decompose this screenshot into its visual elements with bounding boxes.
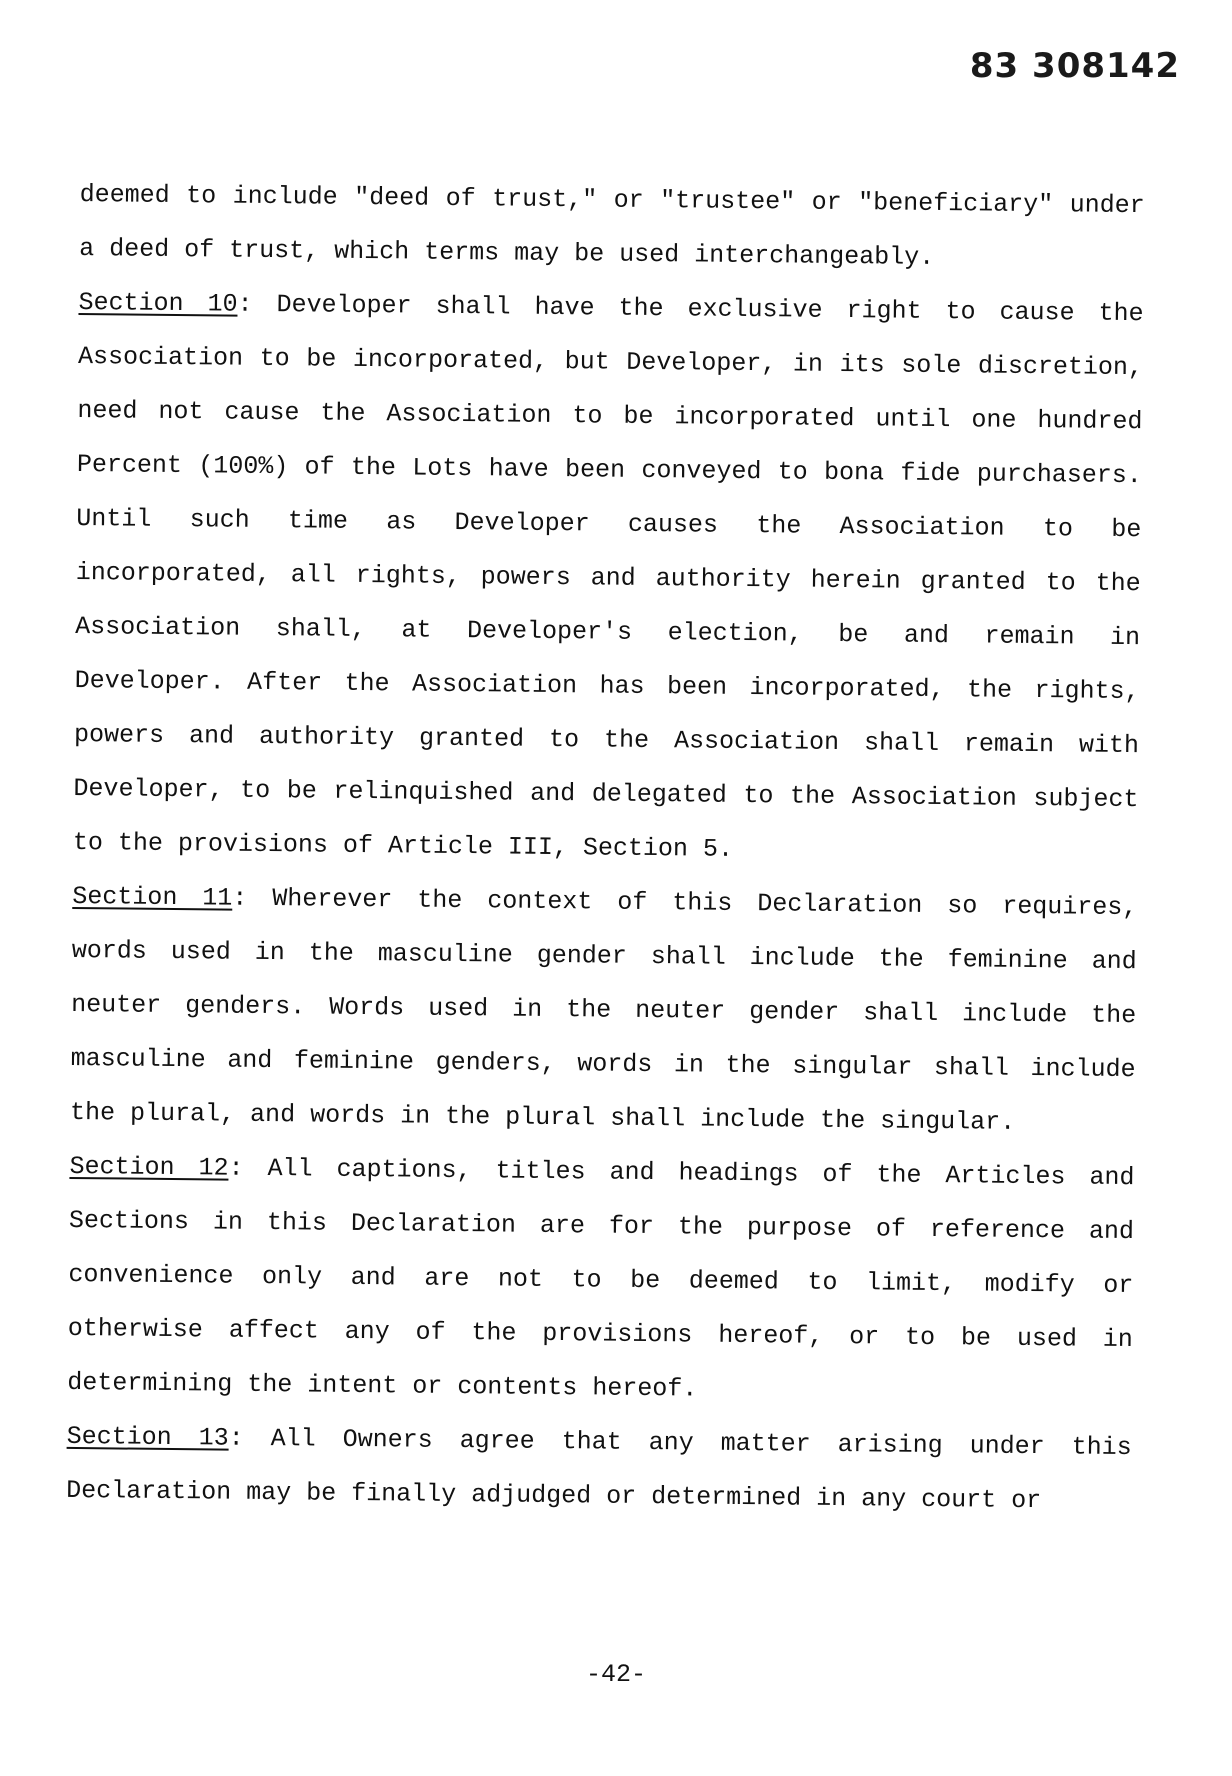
section-label: Section 13 [66,1421,229,1453]
paragraph-text: : Wherever the context of this Declaration so requires, words used in the masculine gender shall include the feminine and neuter genders. Words used in the neuter gender shall include the masculine and feminine genders, words in the singular shall include the plural, and words in the plural shall include the singular. [69,883,1138,1137]
document-number-stamp: 83 308142 [969,46,1180,86]
paragraph-section-13 [66,1410,1132,1529]
paragraph-text: : Developer shall have the exclusive right to cause the Association to be incorporated, but Developer, in its sole discretion, need not cause the Association to be incorporated until one hundred Percent (100%) of the Lots have been conveyed to bona fide purchasers. Until such time as Developer causes the Association to be incorporated, all rights, powers and authority herein granted to the Association shall, at Developer's election, be and remain in Developer. After the Association has been incorporated, the rights, powers and authority granted to the Association shall remain with Developer, to be relinquished and delegated to the Association subject to the provisions of Article III, Section 5. [72,289,1144,864]
paragraph-section-10 [73,276,1144,881]
section-label: Section 11 [72,881,233,913]
document-body [66,168,1145,1529]
paragraph-text: : All Owners agree that any matter arising under this Declaration may be finally adjudged or determined in any court or [65,1423,1132,1516]
paragraph-section-12 [67,1140,1135,1421]
section-label: Section 10 [78,287,238,319]
paragraph-continuation [79,168,1145,287]
paragraph-text: : All captions, titles and headings of the Articles and Sections in this Declaration are for the purpose of reference and convenience only and are not to be deemed to limit, modify or otherwise affect any of the provisions hereof, or to be used in determining the intent or contents hereof. [67,1153,1135,1404]
paragraph-text: deemed to include "deed of trust," or "trustee" or "beneficiary" under a deed of trust, which terms may be used interchangeably. [79,179,1145,272]
page-number: -42- [585,1660,646,1689]
paragraph-section-11 [70,870,1138,1151]
section-label: Section 12 [69,1151,229,1183]
